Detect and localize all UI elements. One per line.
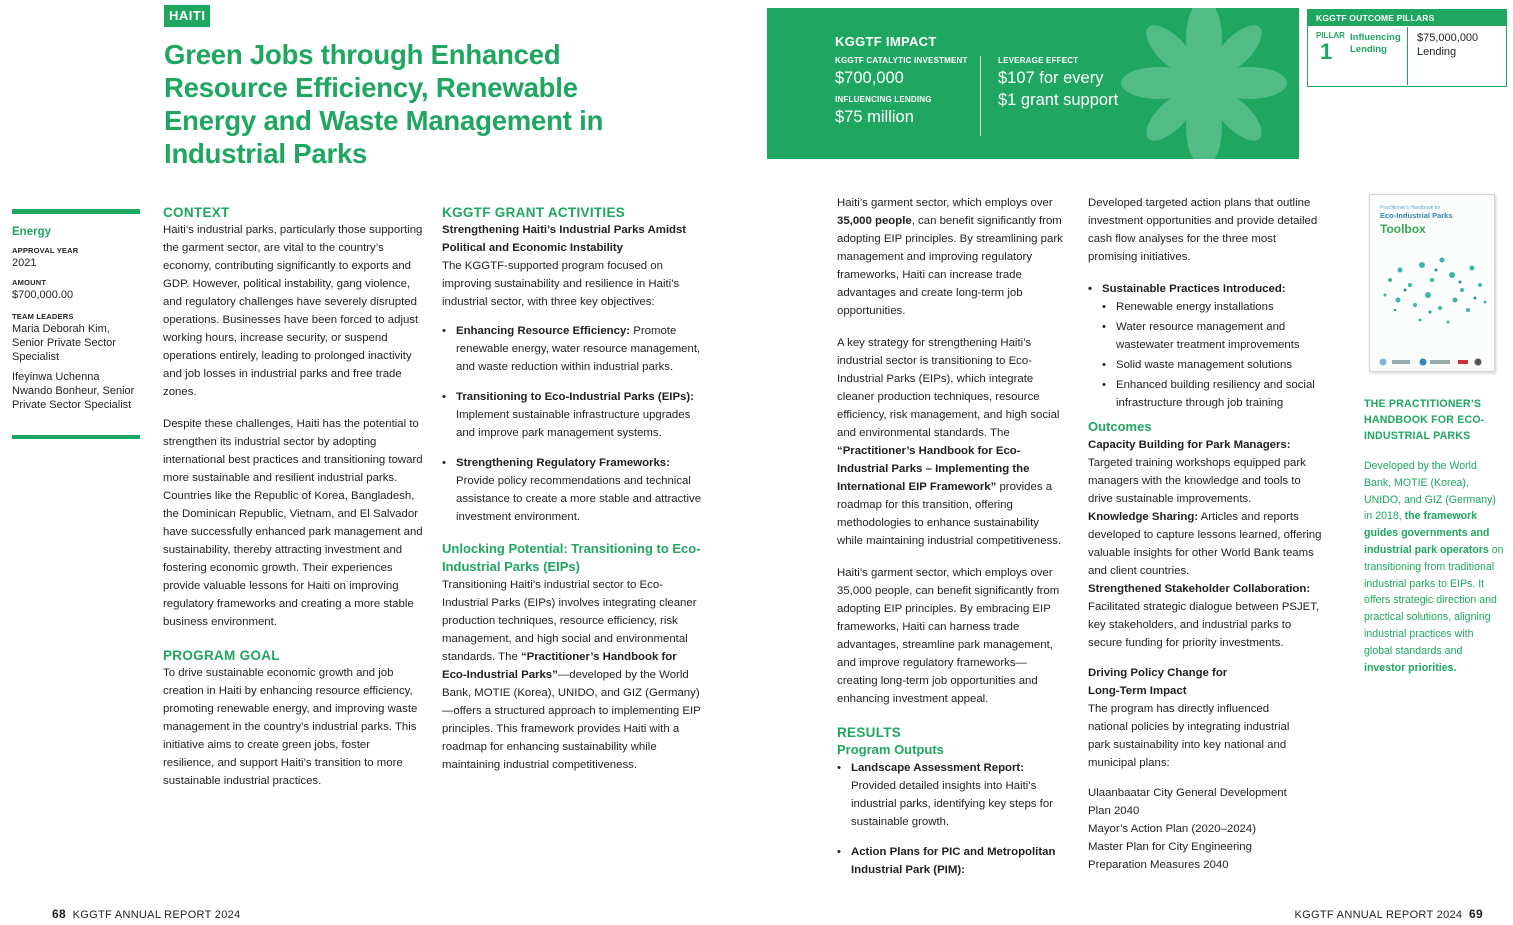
cover-title: Eco-Industrial Parks	[1380, 211, 1453, 220]
project-info-sidebar	[12, 226, 140, 412]
practice-item: • Solid waste management solutions	[1102, 356, 1323, 374]
policy-change-title: Driving Policy Change for Long-Term Impact	[1088, 667, 1228, 697]
activities-heading: KGGTF GRANT ACTIVITIES	[442, 205, 626, 220]
partner-logos-strip	[1378, 357, 1488, 367]
garment-paragraph-1	[837, 194, 1065, 320]
cover-subtitle: Toolbox	[1380, 222, 1426, 236]
team-leader-1: Maria Deborah Kim, Senior Private Sector Specialist	[12, 323, 116, 363]
plan-item: Mayor’s Action Plan (2020–2024)	[1088, 823, 1257, 835]
garment-paragraph-2: Haiti’s garment sector, which employs over 35,000 people, can benefit significantly from adopting EIP principles. By embracing EIP frameworks, Haiti can harness trade advantages, streamline park management, and improve regulatory frameworks—creating long-term job opportunities and enhancing investment appeal.	[837, 567, 1060, 705]
p1-text-b: , can benefit significantly from adopting EIP principles. By streamlining park management and improving regulatory frameworks, Haiti can increase trade advantages and create long-term job opportunities.	[837, 215, 1063, 317]
objective-text: Promote renewable energy, water resource management, and waste reduction within industrial parks.	[456, 325, 701, 373]
output-item	[837, 843, 1065, 879]
approval-year-label: APPROVAL YEAR	[12, 246, 79, 255]
leverage-effect-label: LEVERAGE EFFECT	[998, 56, 1079, 65]
practice-item: • Enhanced building resiliency and social infrastructure through job training	[1102, 376, 1323, 412]
objective-title: Transitioning to Eco-Industrial Parks (EIPs):	[456, 391, 694, 403]
knowledge-title: Knowledge Sharing:	[1088, 511, 1199, 523]
kggtf-impact-box	[767, 8, 1299, 159]
pillar-name-line-1: Influencing	[1350, 32, 1401, 43]
amount-label: AMOUNT	[12, 278, 47, 287]
objective-title: Enhancing Resource Efficiency:	[456, 325, 631, 337]
dot-network-graphic	[1370, 240, 1495, 350]
influencing-lending-value: $75 million	[835, 108, 914, 126]
unlock-text-b: —developed by the World Bank, MOTIE (Korea), UNIDO, and GIZ (Germany)—offers a structured approach to implementing EIP principles. This framework provides Haiti with a roadmap for enhancing sustainability while maintaining industrial competitiveness.	[442, 669, 701, 771]
p1-text-a: Haiti’s garment sector, which employs over	[837, 197, 1053, 209]
team-leaders-label: TEAM LEADERS	[12, 312, 74, 321]
objective-item	[442, 322, 702, 376]
outcome-pillars-box	[1307, 9, 1507, 87]
outcomes-heading: Outcomes	[1088, 419, 1152, 434]
capacity-building-text: Targeted training workshops equipped park managers with the knowledge and tools to drive sustainable improvements.	[1088, 457, 1306, 505]
lending-summary	[1417, 31, 1478, 59]
sustainable-practices-title: • Sustainable Practices Introduced:	[1088, 283, 1286, 295]
results-heading: RESULTS	[837, 725, 902, 740]
handbook-bold-2: investor priorities.	[1364, 661, 1457, 674]
objective-text: Provide policy recommendations and technical assistance to create a more stable and attractive investment environment.	[456, 475, 702, 523]
footer-right	[1295, 907, 1483, 921]
leverage-line-2: $1 grant support	[998, 91, 1119, 109]
column-context	[163, 204, 423, 790]
output-text: Provided detailed insights into Haiti’s industrial parks, identifying key steps for sustainable growth.	[851, 780, 1053, 828]
unlocking-potential-text	[442, 576, 702, 774]
left-footer-text: KGGTF ANNUAL REPORT 2024	[72, 909, 241, 921]
handbook-text-b: on transitioning from traditional industrial parks to EIPs. It offers strategic direction and practical solutions, aligning industrial practices with global standards and	[1364, 543, 1504, 657]
handbook-full-title: “Practitioner’s Handbook for Eco-Industrial Parks – Implementing the International EIP Framework”	[837, 445, 1030, 493]
pillars-title: KGGTF OUTCOME PILLARS	[1308, 10, 1506, 26]
eip-strategy-paragraph	[837, 334, 1065, 550]
column-grant-activities	[442, 204, 702, 774]
handbook-bold-1: the framework guides governments and industrial park operators	[1364, 510, 1490, 556]
objectives-list	[442, 322, 702, 526]
pillar-number: 1	[1320, 39, 1333, 64]
plan-item: Master Plan for City Engineering Preparation Measures 2040	[1088, 841, 1252, 871]
handbook-title-ref: “Practitioner’s Handbook for Eco-Industrial Parks”	[442, 651, 677, 681]
sidebar-top-rule	[12, 209, 140, 214]
objective-text: Implement sustainable infrastructure upgrades and improve park management systems.	[456, 409, 691, 439]
pillar-name-line-2: Lending	[1350, 44, 1387, 55]
policy-change-text: The program has directly influenced national policies by integrating industrial park sustainability into key national and municipal plans:	[1088, 703, 1290, 769]
toolbox-cover-image	[1369, 194, 1495, 372]
practices-list	[1088, 298, 1323, 412]
footer-left	[52, 907, 240, 921]
handbook-text	[1364, 458, 1504, 676]
right-footer-text: KGGTF ANNUAL REPORT 2024	[1294, 909, 1463, 921]
catalytic-investment-value: $700,000	[835, 69, 904, 87]
program-outputs-heading: Program Outputs	[837, 742, 944, 757]
amount-value: $700,000.00	[12, 289, 74, 301]
outputs-list	[837, 759, 1065, 879]
program-goal-text: To drive sustainable economic growth and job creation in Haiti by enhancing resource efficiency, promoting renewable energy, and improving waste management in the country’s industrial parks. This initiative aims to create green jobs, foster resilience, and support Haiti’s transition to more sustainable industrial practices.	[163, 667, 418, 787]
output-title: Landscape Assessment Report:	[851, 762, 1025, 774]
handbook-heading: THE PRACTITIONER’S HANDBOOK FOR ECO-INDUSTRIAL PARKS	[1364, 398, 1485, 442]
output-item	[837, 759, 1065, 831]
objective-item	[442, 454, 702, 526]
lending-amount: $75,000,000	[1417, 32, 1479, 44]
column-garment-sector	[837, 194, 1065, 879]
objective-title: Strengthening Regulatory Frameworks:	[456, 457, 670, 469]
pillar-name	[1350, 32, 1401, 56]
practice-item: • Renewable energy installations	[1102, 298, 1323, 316]
leverage-line-1: $107 for every	[998, 69, 1104, 87]
cover-small-title: Practitioner’s Handbook for	[1380, 205, 1441, 211]
impact-title: KGGTF IMPACT	[835, 34, 937, 49]
page-title: Green Jobs through Enhanced Resource Efficiency, Renewable Energy and Waste Management in Industrial Parks	[164, 39, 604, 169]
country-tag: HAITI	[164, 5, 210, 27]
knowledge-sharing	[1088, 508, 1323, 580]
practice-item: • Water resource management and wastewater treatment improvements	[1102, 318, 1323, 354]
p2-text-a: A key strategy for strengthening Haiti’s industrial sector is transitioning to Eco-Industrial Parks (EIPs), which integrate cleaner production techniques, resource efficiency, risk management, and high social and environmental standards. The	[837, 337, 1060, 439]
stakeholder-text: Facilitated strategic dialogue between PSJET, key stakeholders, and industrial parks to secure funding for priority investments.	[1088, 601, 1320, 649]
context-paragraph-2: Despite these challenges, Haiti has the potential to strengthen its industrial sector by adopting international best practices and transitioning toward more sustainable and resilient industrial parks. Countries like the Republic of Korea, Bangladesh, the Dominican Republic, Vietnam, and El Salvador have successfully enhanced park management and sustainability, thereby attracting investment and fostering economic growth. Their experiences provide valuable lessons for Haiti on improving regulatory frameworks and creating a more stable business environment.	[163, 418, 423, 628]
plans-list	[1088, 784, 1303, 874]
objective-item	[442, 388, 702, 442]
asterisk-leaf-graphic	[1119, 8, 1289, 159]
program-goal-heading: PROGRAM GOAL	[163, 648, 280, 663]
stakeholder-title: Strengthened Stakeholder Collaboration:	[1088, 583, 1311, 595]
practices-title-text: Sustainable Practices Introduced:	[1102, 283, 1286, 295]
stakeholder-collaboration	[1088, 580, 1323, 652]
pillars-divider	[1407, 27, 1408, 85]
sidebar-bottom-rule	[12, 435, 140, 439]
activities-subheading: Strengthening Haiti’s Industrial Parks Amidst Political and Economic Instability	[442, 224, 687, 254]
influencing-lending-label: INFLUENCING LENDING	[835, 95, 932, 104]
activities-intro: The KGGTF-supported program focused on improving sustainability and resilience in Haiti’s industrial sector, with three key objectives:	[442, 260, 680, 308]
capacity-building-title: Capacity Building for Park Managers:	[1088, 439, 1291, 451]
plan-item: Ulaanbaatar City General Development Plan 2040	[1088, 787, 1287, 817]
unlocking-potential-heading: Unlocking Potential: Transitioning to Eco-Industrial Parks (EIPs)	[442, 541, 701, 574]
context-paragraph-1: Haiti’s industrial parks, particularly those supporting the garment sector, are vital to the country’s economy, contributing significantly to exports and GDP. However, political instability, gang violence, and regulatory challenges have severely disrupted operations. Businesses have been forced to adjust working hours, increase security, or suspend operations entirely, leading to prolonged inactivity and job losses in industrial parks and free trade zones.	[163, 224, 423, 398]
pillar-label: PILLAR	[1316, 31, 1345, 40]
employees-count: 35,000 people	[837, 215, 912, 227]
handbook-sidebar	[1364, 396, 1504, 676]
p2-text-b: provides a roadmap for this transition, offering methodologies to enhance sustainability while maintaining industrial competitiveness.	[837, 481, 1062, 547]
action-plans-text: Developed targeted action plans that outline investment opportunities and provide detailed cash flow analyses for the three most promising initiatives.	[1088, 197, 1318, 263]
catalytic-investment-label: KGGTF CATALYTIC INVESTMENT	[835, 56, 968, 65]
impact-divider	[980, 56, 981, 136]
sector-label: Energy	[12, 226, 51, 238]
context-heading: CONTEXT	[163, 205, 230, 220]
column-outcomes	[1088, 194, 1323, 874]
team-leader-2: Ifeyinwa Uchenna Nwando Bonheur, Senior Private Sector Specialist	[12, 371, 135, 411]
handbook-text-a: Developed by the World Bank, MOTIE (Korea), UNIDO, and GIZ (Germany) in 2018,	[1364, 460, 1496, 523]
unlock-text-a: Transitioning Haiti’s industrial sector to Eco-Industrial Parks (EIPs) involves integrating cleaner production techniques, resource efficiency, risk management, and high social and environmental standards. The	[442, 579, 697, 663]
left-page-number: 68	[52, 907, 66, 921]
knowledge-text: Articles and reports developed to capture lessons learned, offering valuable insights for other World Bank teams and client countries.	[1088, 511, 1322, 577]
output-title: Action Plans for PIC and Metropolitan Industrial Park (PIM):	[851, 846, 1056, 876]
approval-year-value: 2021	[12, 257, 37, 269]
right-page-number: 69	[1469, 907, 1483, 921]
lending-label: Lending	[1417, 46, 1457, 58]
